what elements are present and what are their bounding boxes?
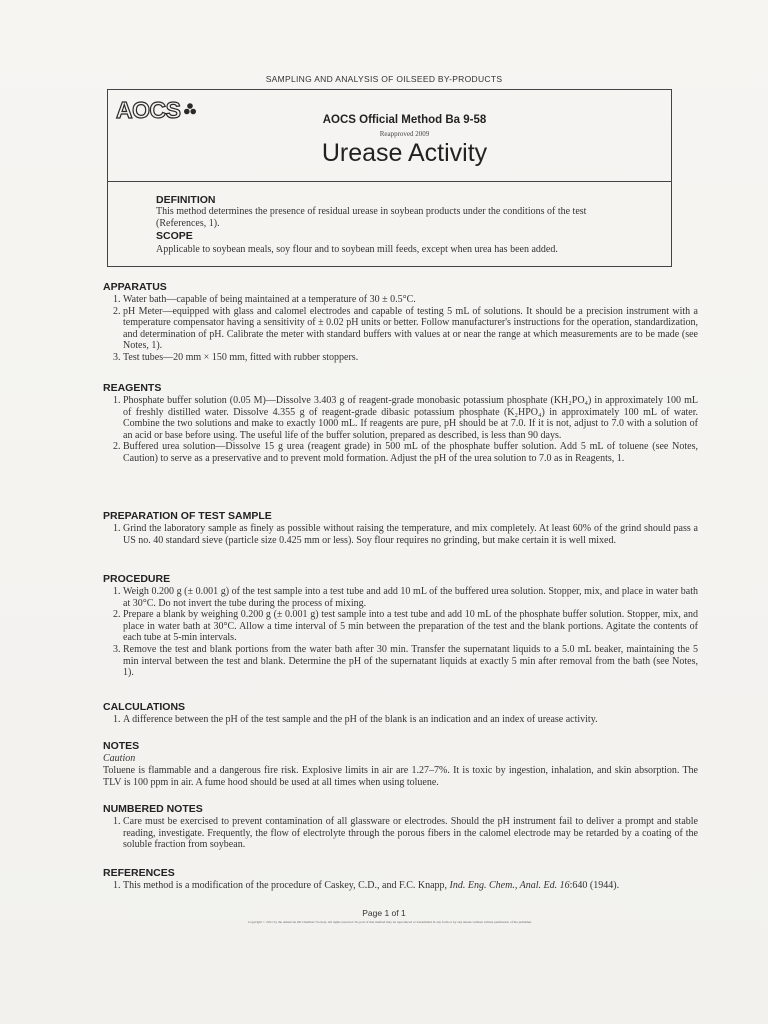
caution-label: Caution (103, 753, 136, 764)
page-number: Page 1 of 1 (362, 908, 406, 918)
logo-text: AOCS (116, 96, 181, 123)
reference-item: 1. This method is a modification of the procedure of Caskey, C.D., and F.C. Knapp, Ind. Eng. Chem., Anal. Ed. 16:640 (1944). (113, 880, 620, 891)
section-heading: REFERENCES (103, 867, 175, 879)
section-heading: APPARATUS (103, 281, 167, 293)
list-item: 1. Weigh 0.200 g (± 0.001 g) of the test sample into a test tube and add 10 mL of the buffered urea solution. Stopper, mix, and place in water bath at 30°C. Do not invert the tube during the process of mixing. (113, 586, 698, 609)
list-item: 1. A difference between the pH of the test sample and the pH of the blank is an indication and an index of urease activity. (113, 714, 598, 725)
notes-section (103, 740, 698, 788)
references-section (103, 867, 698, 892)
page-title: Urease Activity (321, 139, 488, 167)
numbered-notes-section (103, 803, 698, 851)
list-item: 3. Test tubes—20 mm × 150 mm, fitted with rubber stoppers. (113, 351, 359, 363)
running-head: SAMPLING AND ANALYSIS OF OILSEED BY-PRODUCTS (265, 74, 503, 84)
list-item: 3. Remove the test and blank portions from the water bath after 30 min. Transfer the supernatant liquids to a 5.0 mL beaker, maintaining the 5 min interval between the test and blank. Determine the pH of the supernatant liquids at exactly 5 min after removal from the bath (see Notes, 1). (113, 643, 698, 679)
list-item: 1. Phosphate buffer solution (0.05 M)—Dissolve 3.403 g of reagent-grade monobasic potassium phosphate (KH₂PO₄) in approximately 100 mL of freshly distilled water. Dissolve 4.355 g of reagent-grade dibasic potassium phosphate (K₂HPO₄) in approximately 100 mL of water. Combine the two solutions and make to exactly 1000 mL. If reagents are pure, pH should be at 7.0. If it is not, adjust to 7.0 with a solution of an acid or base before using. The useful life of the buffer solution, prepared as described, is less than 90 days. (113, 395, 698, 441)
section-heading: NUMBERED NOTES (103, 803, 203, 815)
reapproved-note: Reapproved 2009 (379, 130, 430, 138)
section-heading: REAGENTS (103, 382, 162, 394)
reference-journal: Ind. Eng. Chem., Anal. Ed. (449, 880, 558, 891)
preparation-section (103, 510, 698, 546)
calculations-section (103, 701, 698, 726)
reagents-section (103, 382, 698, 465)
list-item: 1. Care must be exercised to prevent contamination of all glassware or electrodes. Should the pH instrument fail to deliver a prompt and stable reading, investigate. Frequently, the flow of electrolyte through the porous fibers in the calomel electrode may be retarded by a coating of the soluble fraction from soybean. (113, 816, 698, 851)
section-heading: NOTES (103, 740, 140, 752)
procedure-section (103, 573, 698, 679)
copyright-notice: Copyright © 2011 by the American Oil Chemists' Society. All rights reserved. No part of this method may be reproduced or transmitted in any form or by any means without written permission of the publisher. (248, 920, 532, 924)
list-item: 2. pH Meter—equipped with glass and calomel electrodes and capable of testing 5 mL of solutions. It should be a precision instrument with a temperature compensator having a sensitivity of ± 0.02 pH units or better. Follow manufacturer's instructions for the operation, standardization, and determination of pH. Calibrate the meter with standard buffers with values at or near the range at which measurements are to be made (see Notes, 1). (113, 305, 698, 352)
scope-heading: SCOPE (156, 230, 193, 242)
definition-box (107, 182, 672, 267)
section-heading: PREPARATION OF TEST SAMPLE (103, 510, 272, 522)
list-item: 2. Prepare a blank by weighing 0.200 g (± 0.001 g) test sample into a test tube and add 10 mL of the phosphate buffer solution. Stopper, mix, and place in water bath at 30°C. Allow a time interval of 5 min between the preparation of the test and the blank portions. Agitate the contents of each tube at 5-min intervals. (113, 609, 698, 644)
list-item: 2. Buffered urea solution—Dissolve 15 g urea (reagent grade) in 500 mL of the phosphate buffer solution. Add 5 mL of toluene (see Notes, Caution) to serve as a preservative and to prevent mold formation. Adjust the pH of the urea solution to 7.0 as in Reagents, 1. (113, 441, 698, 464)
section-heading: PROCEDURE (103, 573, 171, 585)
caution-text: Toluene is flammable and a dangerous fire risk. Explosive limits in air are 1.27–7%. It is toxic by ingestion, inhalation, and skin absorption. The TLV is 100 ppm in air. A fume hood should be used at all times when using toluene. (103, 765, 698, 788)
list-item: 1. Water bath—capable of being maintained at a temperature of 30 ± 0.5°C. (113, 294, 416, 305)
section-heading: CALCULATIONS (103, 701, 186, 713)
apparatus-section (103, 281, 698, 364)
title-box (107, 89, 672, 182)
reference-volume: 16 (559, 880, 570, 891)
scope-text: Applicable to soybean meals, soy flour and to soybean mill feeds, except when urea has been added. (156, 244, 558, 255)
definition-heading: DEFINITION (156, 194, 216, 206)
method-number: AOCS Official Method Ba 9-58 (322, 114, 487, 126)
definition-text: This method determines the presence of residual urease in soybean products under the conditions of the test (References, 1). (156, 206, 587, 229)
list-item: 1. Grind the laboratory sample as finely as possible without raising the temperature, and mix completely. At least 60% of the grind should pass a US no. 40 standard sieve (particle size 0.425 mm or less). Soy flour requires no grinding, but make certain it is well mixed. (113, 523, 698, 546)
